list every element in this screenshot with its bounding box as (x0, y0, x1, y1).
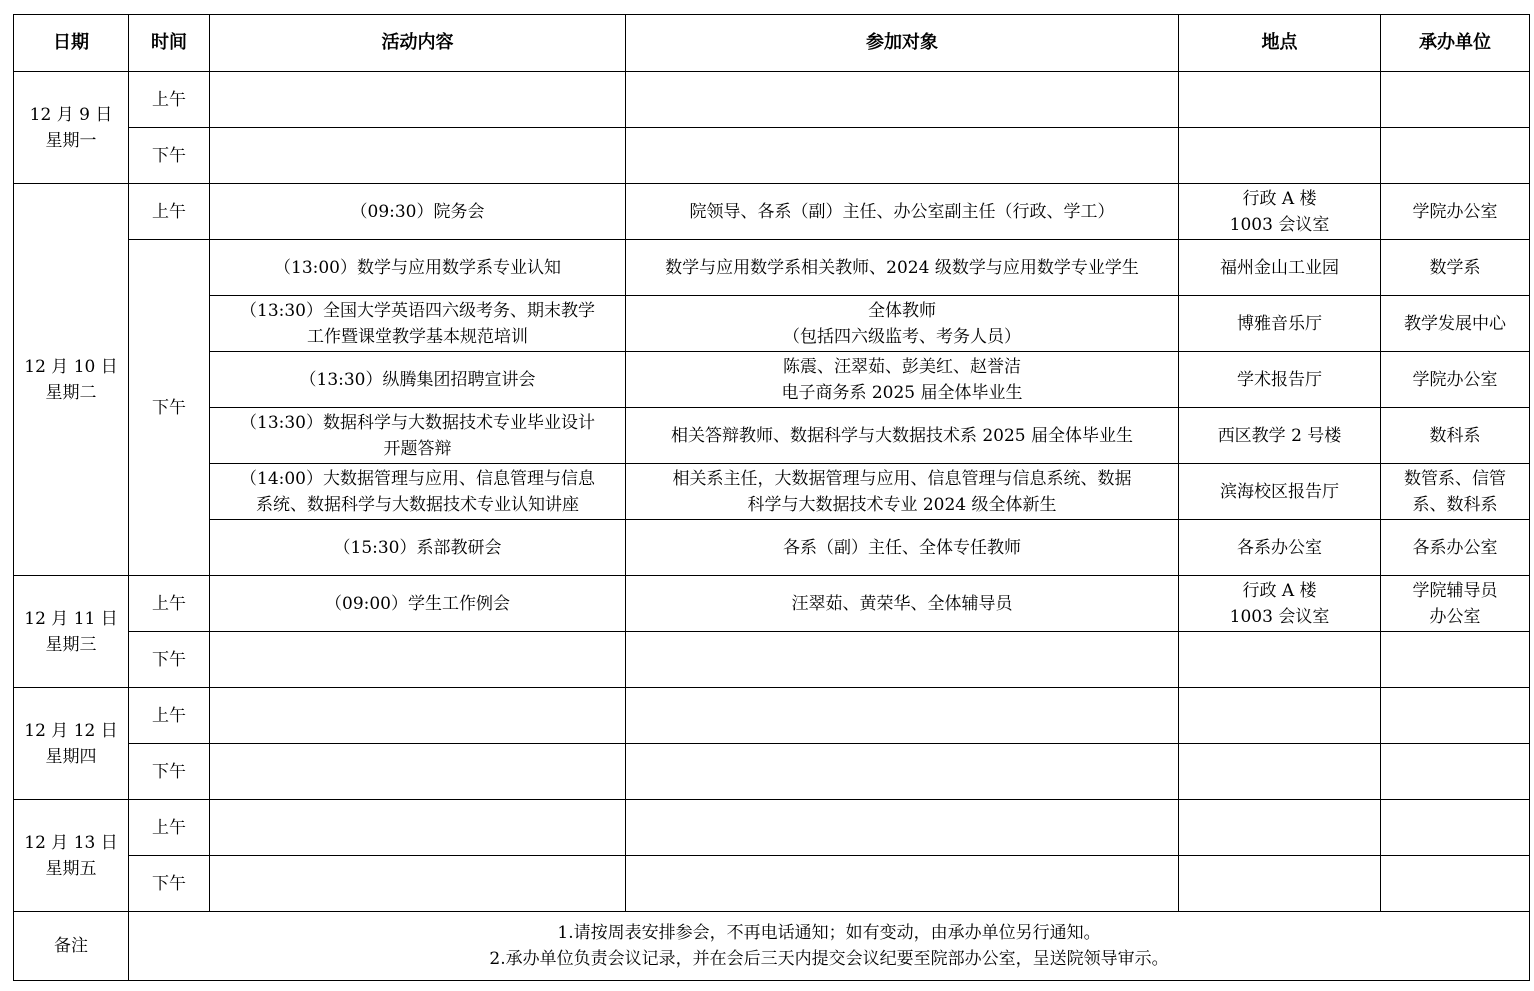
attendees-line: 各系（副）主任、全体专任教师 (783, 537, 1021, 558)
organizer-cell (1381, 856, 1530, 912)
activity-cell (210, 520, 626, 576)
location-cell (1179, 296, 1381, 352)
location-cell (1179, 744, 1381, 800)
organizer-line: 学院办公室 (1412, 369, 1498, 390)
attendees-line: 全体教师 (868, 300, 936, 321)
organizer-cell (1381, 464, 1530, 520)
activity-line: （13:00）数学与应用数学系专业认知 (274, 257, 561, 278)
weekday-text: 星期四 (45, 746, 97, 767)
activity-line: 系统、数据科学与大数据技术专业认知讲座 (256, 494, 579, 515)
table-row (14, 856, 1530, 912)
attendees-line: 院领导、各系（副）主任、办公室副主任（行政、学工） (689, 201, 1115, 222)
activity-cell (210, 688, 626, 744)
location-cell (1179, 464, 1381, 520)
time-cell: 下午 (129, 744, 210, 800)
date-cell (14, 576, 129, 688)
location-cell (1179, 688, 1381, 744)
attendees-cell (626, 408, 1179, 464)
organizer-line: 数科系 (1429, 425, 1481, 446)
date-cell (14, 688, 129, 800)
table-row (14, 800, 1530, 856)
organizer-line: 办公室 (1429, 606, 1481, 627)
organizer-cell (1381, 800, 1530, 856)
organizer-cell (1381, 408, 1530, 464)
location-line: 行政 A 楼 (1242, 580, 1317, 601)
location-cell (1179, 576, 1381, 632)
location-cell (1179, 520, 1381, 576)
activity-line: （14:00）大数据管理与应用、信息管理与信息 (240, 468, 595, 489)
date-text: 12 月 10 日 (24, 356, 118, 377)
location-line: 学术报告厅 (1237, 369, 1322, 390)
organizer-line: 学院辅导员 (1412, 580, 1498, 601)
attendees-line: 陈震、汪翠茹、彭美红、赵誉洁 (783, 356, 1021, 377)
organizer-cell (1381, 744, 1530, 800)
activity-line: （15:30）系部教研会 (333, 537, 502, 558)
activity-cell (210, 240, 626, 296)
organizer-cell (1381, 184, 1530, 240)
activity-line: （13:30）全国大学英语四六级考务、期末教学 (240, 300, 595, 321)
location-cell (1179, 128, 1381, 184)
attendees-line: 相关系主任，大数据管理与应用、信息管理与信息系统、数据 (672, 468, 1132, 489)
time-cell: 下午 (129, 856, 210, 912)
location-cell (1179, 72, 1381, 128)
attendees-line: 电子商务系 2025 届全体毕业生 (781, 382, 1023, 403)
attendees-line: （包括四六级监考、考务人员） (783, 326, 1021, 347)
table-row (14, 744, 1530, 800)
time-cell: 下午 (129, 240, 210, 576)
date-cell (14, 800, 129, 912)
table-row (14, 576, 1530, 632)
note-line: 1.请按周表安排参会，不再电话通知；如有变动，由承办单位另行通知。 (557, 923, 1101, 943)
organizer-line: 各系办公室 (1412, 537, 1498, 558)
location-line: 西区教学 2 号楼 (1217, 425, 1342, 446)
header-organizer: 承办单位 (1381, 15, 1530, 72)
header-date: 日期 (14, 15, 129, 72)
header-attendees: 参加对象 (626, 15, 1179, 72)
header-row (14, 15, 1530, 72)
date-text: 12 月 13 日 (24, 832, 118, 853)
activity-cell (210, 800, 626, 856)
header-location: 地点 (1179, 15, 1381, 72)
time-cell: 下午 (129, 632, 210, 688)
date-text: 12 月 12 日 (24, 720, 118, 741)
attendees-cell (626, 632, 1179, 688)
organizer-cell (1381, 296, 1530, 352)
attendees-cell (626, 128, 1179, 184)
organizer-cell (1381, 520, 1530, 576)
organizer-line: 数学系 (1429, 257, 1481, 278)
table-row (14, 352, 1530, 408)
organizer-cell (1381, 352, 1530, 408)
location-line: 福州金山工业园 (1220, 257, 1339, 278)
activity-cell (210, 408, 626, 464)
weekday-text: 星期一 (45, 130, 97, 151)
time-cell: 上午 (129, 72, 210, 128)
time-cell: 上午 (129, 800, 210, 856)
organizer-line: 数管系、信管 (1404, 468, 1506, 489)
organizer-cell (1381, 128, 1530, 184)
activity-cell (210, 72, 626, 128)
attendees-cell (626, 72, 1179, 128)
weekday-text: 星期五 (45, 858, 97, 879)
organizer-cell (1381, 72, 1530, 128)
activity-line: 开题答辩 (383, 438, 452, 459)
time-cell: 上午 (129, 688, 210, 744)
organizer-cell (1381, 240, 1530, 296)
attendees-cell (626, 464, 1179, 520)
table-row (14, 408, 1530, 464)
weekday-text: 星期三 (45, 634, 97, 655)
activity-line: （13:30）纵腾集团招聘宣讲会 (299, 369, 536, 390)
activity-cell (210, 632, 626, 688)
table-row (14, 520, 1530, 576)
activity-cell (210, 352, 626, 408)
attendees-line: 科学与大数据技术专业 2024 级全体新生 (747, 494, 1057, 515)
activity-line: （09:00）学生工作例会 (325, 593, 510, 614)
activity-cell (210, 184, 626, 240)
location-cell (1179, 856, 1381, 912)
attendees-line: 数学与应用数学系相关教师、2024 级数学与应用数学专业学生 (665, 257, 1139, 278)
location-line: 1003 会议室 (1229, 214, 1330, 235)
table-row (14, 296, 1530, 352)
organizer-cell (1381, 688, 1530, 744)
location-cell (1179, 240, 1381, 296)
table-row (14, 72, 1530, 128)
attendees-line: 相关答辩教师、数据科学与大数据技术系 2025 届全体毕业生 (670, 425, 1134, 446)
location-cell (1179, 408, 1381, 464)
table-row (14, 128, 1530, 184)
table-row (14, 632, 1530, 688)
weekly-schedule-table (13, 14, 1530, 981)
activity-cell (210, 296, 626, 352)
organizer-cell (1381, 576, 1530, 632)
table-row (14, 688, 1530, 744)
location-cell (1179, 184, 1381, 240)
activity-cell (210, 744, 626, 800)
attendees-line: 汪翠茹、黄荣华、全体辅导员 (791, 593, 1013, 614)
attendees-cell (626, 520, 1179, 576)
attendees-cell (626, 744, 1179, 800)
organizer-line: 教学发展中心 (1404, 313, 1506, 334)
time-cell: 上午 (129, 576, 210, 632)
attendees-cell (626, 856, 1179, 912)
notes-row (14, 912, 1530, 981)
location-cell (1179, 632, 1381, 688)
header-time: 时间 (129, 15, 210, 72)
time-cell: 下午 (129, 128, 210, 184)
activity-cell (210, 464, 626, 520)
location-line: 各系办公室 (1237, 537, 1322, 558)
attendees-cell (626, 352, 1179, 408)
date-text: 12 月 11 日 (24, 608, 118, 629)
attendees-cell (626, 800, 1179, 856)
location-line: 行政 A 楼 (1242, 188, 1317, 209)
attendees-cell (626, 240, 1179, 296)
attendees-cell (626, 184, 1179, 240)
table-row (14, 240, 1530, 296)
date-cell (14, 184, 129, 576)
attendees-cell (626, 688, 1179, 744)
location-cell (1179, 352, 1381, 408)
organizer-line: 学院办公室 (1412, 201, 1498, 222)
activity-line: 工作暨课堂教学基本规范培训 (307, 326, 528, 347)
activity-line: （09:30）院务会 (350, 201, 485, 222)
activity-cell (210, 128, 626, 184)
location-cell (1179, 800, 1381, 856)
note-line: 2.承办单位负责会议记录，并在会后三天内提交会议纪要至院部办公室，呈送院领导审示。 (489, 949, 1169, 969)
weekday-text: 星期二 (45, 382, 97, 403)
organizer-line: 系、数科系 (1412, 494, 1498, 515)
activity-cell (210, 856, 626, 912)
location-line: 博雅音乐厅 (1237, 313, 1322, 334)
organizer-cell (1381, 632, 1530, 688)
activity-line: （13:30）数据科学与大数据技术专业毕业设计 (240, 412, 595, 433)
table-row (14, 184, 1530, 240)
location-line: 滨海校区报告厅 (1220, 481, 1339, 502)
attendees-cell (626, 576, 1179, 632)
date-cell (14, 72, 129, 184)
time-cell: 上午 (129, 184, 210, 240)
activity-cell (210, 576, 626, 632)
location-line: 1003 会议室 (1229, 606, 1330, 627)
table-row (14, 464, 1530, 520)
date-text: 12 月 9 日 (29, 104, 113, 125)
header-activity: 活动内容 (210, 15, 626, 72)
notes-label: 备注 (14, 912, 129, 981)
notes-content (129, 912, 1530, 981)
attendees-cell (626, 296, 1179, 352)
